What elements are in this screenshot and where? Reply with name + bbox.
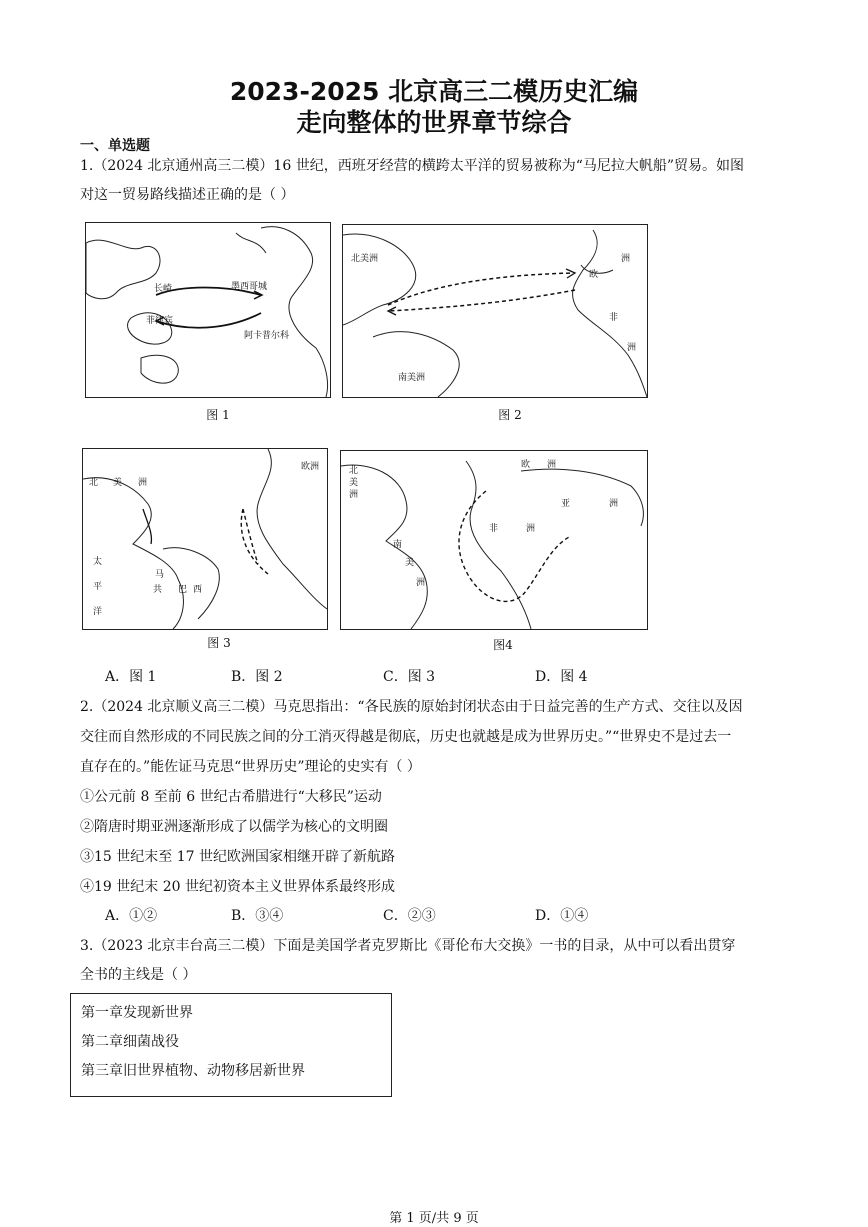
q1-option-d[interactable]: D．图 4 [535,669,588,685]
q2-option-c[interactable]: C．②③ [383,908,436,924]
map3-label-gong: 共 [153,585,163,595]
map4-label-ou-zhou: 洲 [547,460,557,470]
q2-option-d[interactable]: D．①④ [535,908,589,924]
map3-label-ping: 平 [93,582,103,592]
map2-label-south-america: 南美洲 [398,373,426,383]
map-figure-3 [82,448,328,630]
map3-label-ma: 马 [155,570,165,580]
figure-1-caption: 图 1 [206,408,230,422]
q2-stem-line1: 2.（2024 北京顺义高三二模）马克思指出：“各民族的原始封闭状态由于日益完善的生产方式、交往以及因 [80,699,743,715]
map2-label-africa-1: 非 [609,313,619,323]
map4-label-zhou-2: 洲 [416,578,426,588]
q1-option-a[interactable]: A．图 1 [105,669,157,685]
map-figure-4 [340,450,648,630]
map3-label-am: 美 [113,478,123,488]
map3-label-yang: 洋 [93,607,103,617]
map2-label-europe-2: 洲 [621,254,631,264]
q2-item-4: ④19 世纪末 20 世纪初资本主义世界体系最终形成 [80,879,395,895]
map2-label-north-america: 北美洲 [351,254,379,264]
map3-label-europe: 欧洲 [301,462,320,472]
map-figure-1 [85,222,331,398]
map2-label-africa-2: 洲 [627,343,637,353]
map3-label-n: 北 [89,478,99,488]
toc-chapter-1: 第一章发现新世界 [81,1005,193,1021]
map4-label-ya: 亚 [561,499,571,509]
map3-label-ba: 巴 [178,585,188,595]
map4-label-ou: 欧 [521,460,531,470]
figure-4-caption: 图4 [493,638,513,652]
map4-label-fei-zhou: 洲 [526,524,536,534]
q3-stem-line1: 3.（2023 北京丰台高三二模）下面是美国学者克罗斯比《哥伦布大交换》一书的目录，从中可以看出贯穿 [80,938,736,954]
map1-label-nagasaki: 长崎 [154,284,173,294]
page-footer: 第 1 页/共 9 页 [389,1211,479,1226]
q3-table-of-contents-box [70,993,392,1097]
map2-label-europe-1: 欧 [589,270,599,280]
toc-chapter-2: 第二章细菌战役 [81,1034,179,1050]
map4-label-zhou: 洲 [349,490,359,500]
map4-label-am: 美 [349,478,359,488]
figure-3-caption: 图 3 [207,636,231,650]
document-title-line2: 走向整体的世界章节综合 [296,108,572,137]
q1-option-b[interactable]: B．图 2 [231,669,283,685]
q1-stem-line1: 1.（2024 北京通州高三二模）16 世纪，西班牙经营的横跨太平洋的贸易被称为“马尼拉大帆船”贸易。如图 [80,158,745,174]
map4-label-fei: 非 [489,524,499,534]
map1-label-philippines: 菲律宾 [146,316,174,326]
map4-label-mei: 美 [405,558,415,568]
q2-stem-line3: 直存在的。”能佐证马克思“世界历史”理论的史实有（ ） [80,759,421,775]
map3-label-xi: 西 [193,585,203,595]
map3-label-zhou: 洲 [138,478,148,488]
map4-label-nan: 南 [393,540,403,550]
map4-label-ya-zhou: 洲 [609,499,619,509]
q1-stem-line2: 对这一贸易路线描述正确的是（ ） [80,187,295,203]
document-title-line1: 2023-2025 北京高三二模历史汇编 [229,77,639,106]
map1-label-mexico-city: 墨西哥城 [231,282,268,292]
map4-label-n: 北 [349,466,359,476]
q3-stem-line2: 全书的主线是（ ） [80,967,197,983]
q2-item-2: ②隋唐时期亚洲逐渐形成了以儒学为核心的文明圈 [80,819,388,835]
q2-option-b[interactable]: B．③④ [231,908,284,924]
q2-item-3: ③15 世纪末至 17 世纪欧洲国家相继开辟了新航路 [80,849,395,865]
q2-option-a[interactable]: A．①② [105,908,158,924]
figure-2-caption: 图 2 [498,408,522,422]
q1-option-c[interactable]: C．图 3 [383,669,436,685]
q2-item-1: ①公元前 8 至前 6 世纪古希腊进行“大移民”运动 [80,789,382,805]
map3-label-tai: 太 [93,557,103,567]
map1-label-acapulco: 阿卡普尔科 [244,331,290,341]
toc-chapter-3: 第三章旧世界植物、动物移居新世界 [81,1063,305,1079]
q2-stem-line2: 交往而自然形成的不同民族之间的分工消灭得越是彻底，历史也就越是成为世界历史。”“世界史不是过去一 [80,729,732,745]
section-heading: 一、单选题 [80,138,150,154]
map-figure-2 [342,224,648,398]
